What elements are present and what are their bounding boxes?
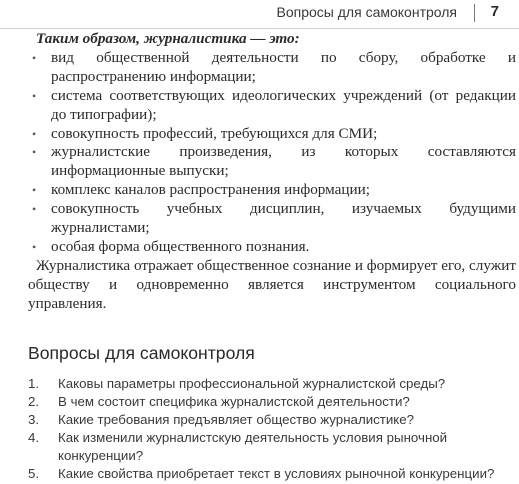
question-text: Какие требования предъявляет общество журналистике? — [58, 412, 415, 428]
page-number: 7 — [490, 3, 499, 20]
running-title: Вопросы для самоконтроля — [276, 4, 457, 20]
header-divider — [474, 4, 475, 22]
body-text — [28, 30, 516, 314]
question-item — [28, 411, 516, 429]
running-header — [0, 0, 519, 29]
question-item — [28, 393, 516, 411]
question-item — [28, 465, 516, 483]
body-paragraph: Журналистика отражает общественное сознание и формирует его, служит обществу и одновременно является инструментом социального управления. — [28, 256, 516, 312]
definition-item: • совокупность профессий, требующихся для СМИ; — [28, 125, 516, 144]
question-text: Каковы параметры профессиональной журналистской среды? — [58, 376, 446, 391]
definition-lead: Таким образом, журналистика — это: — [36, 30, 300, 47]
question-item — [28, 429, 516, 465]
definition-item: • совокупность учебных дисциплин, изучаемых будущими журналистами; — [28, 200, 516, 238]
definition-item: • комплекс каналов распространения информации; — [28, 181, 516, 200]
definition-item: • особая форма общественного познания. — [28, 238, 516, 257]
definition-item: • система соответствующих идеологических учреждений (от редакции до типографии); — [28, 87, 516, 125]
question-text: Как изменили журналистскую деятельность условия рыночной конкуренции? — [58, 430, 448, 464]
question-number: 2. — [28, 394, 40, 410]
question-number: 5. — [28, 466, 40, 482]
question-text: В чем состоит специфика журналистской деятельности? — [58, 394, 410, 410]
question-number: 1. — [28, 376, 40, 391]
section-heading: Вопросы для самоконтроля — [28, 343, 255, 363]
question-text: Какие свойства приобретает текст в условиях рыночной конкуренции? — [58, 466, 495, 482]
questions-list — [28, 375, 516, 484]
definition-list — [28, 49, 516, 257]
definition-item: • журналистские произведения, из которых составляются информационные выпуски; — [28, 143, 516, 181]
question-number: 3. — [28, 412, 40, 428]
question-number: 4. — [28, 430, 40, 446]
definition-item: • вид общественной деятельности по сбору, обработке и распространению информации; — [28, 49, 516, 87]
question-item — [28, 375, 516, 393]
